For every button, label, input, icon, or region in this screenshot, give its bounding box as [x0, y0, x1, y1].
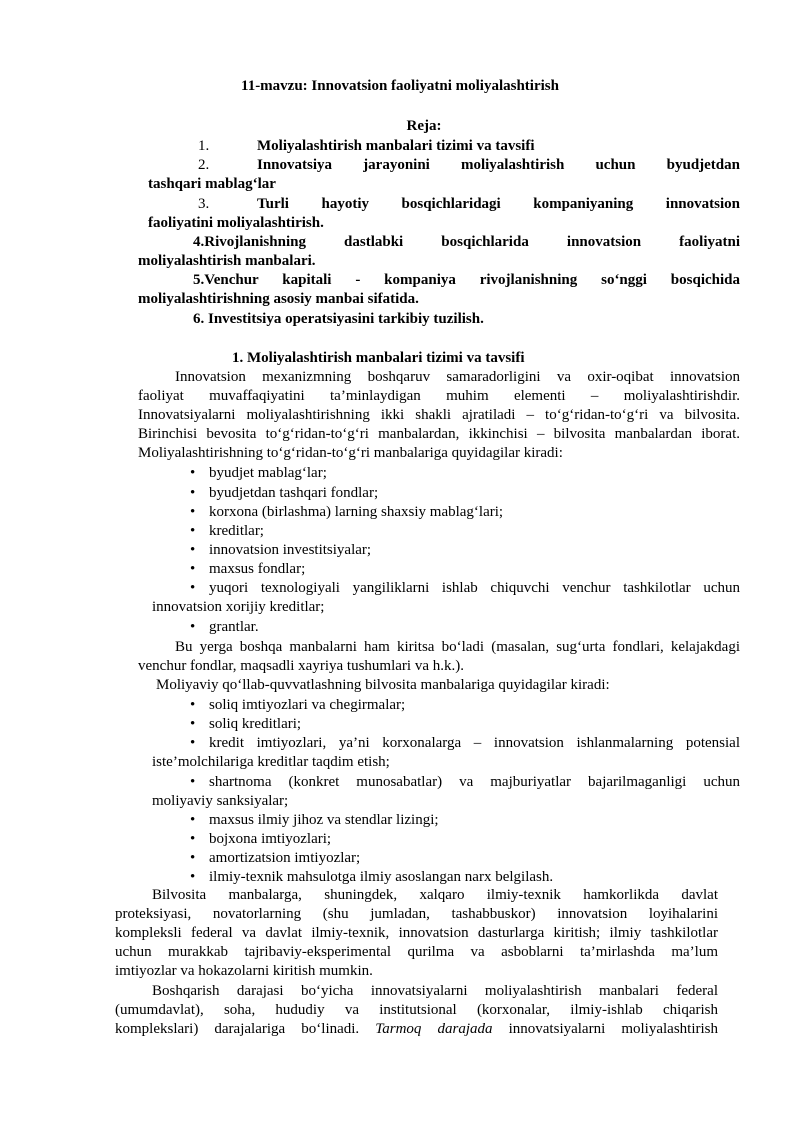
plan-item-text: Innovatsiya jarayonini moliyalashtirish uchun byudjetdan	[257, 157, 740, 173]
bullet-icon: •	[190, 735, 196, 751]
list-item: • yuqori texnologiyali yangiliklarni ishlab chiquvchi venchur tashkilotlar uchun	[190, 579, 740, 598]
list-item: • maxsus fondlar;	[190, 560, 305, 579]
text-line: Innovatsion mexanizmning boshqaruv samaradorligini va oxir-oqibat innovatsion	[175, 369, 740, 385]
bullet-icon: •	[190, 831, 196, 847]
text-line: proteksiyasi, novatorlarning (shu jumladan, tashabbuskor) innovatsion loyihalarini	[115, 906, 718, 922]
list-item: • bojxona imtiyozlari;	[190, 830, 331, 849]
plan-item-text: 6. Investitsiya operatsiyasini tarkibiy tuzilish.	[193, 311, 484, 327]
text-line: venchur fondlar, maqsadli xayriya tushumlari va h.k.).	[138, 658, 464, 674]
list-item: • kreditlar;	[190, 522, 264, 541]
text-line: Bilvosita manbalarga, shuningdek, xalqaro ilmiy-texnik hamkorlikda davlat	[152, 887, 718, 903]
text-line: Birinchisi bevosita to‘g‘ridan-to‘g‘ri manbalardan, ikkinchisi – bilvosita manbalardan iborat.	[138, 426, 740, 442]
plan-item-text: Moliyalashtirish manbalari tizimi va tavsifi	[257, 138, 535, 154]
document-title: 11-mavzu: Innovatsion faoliyatni moliyalashtirish	[241, 78, 559, 94]
plan-item-number: 3.	[198, 196, 210, 212]
bullet-icon: •	[190, 485, 196, 501]
list-item-cont: iste’molchilariga kreditlar taqdim etish;	[152, 754, 390, 770]
text-line: kompleksli federal va davlat ilmiy-texnik, innovatsion dasturlarga kiritish; ilmiy tashkilotlar	[115, 925, 718, 941]
bullet-icon: •	[190, 716, 196, 732]
list-item-cont: innovatsion xorijiy kreditlar;	[152, 599, 325, 615]
bullet-icon: •	[190, 523, 196, 539]
plan-item-text: 5.Venchur kapitali - kompaniya rivojlanishning so‘nggi bosqichida	[193, 272, 740, 288]
plan-item-text: Turli hayotiy bosqichlaridagi kompaniyaning innovatsion	[257, 196, 740, 212]
bullet-icon: •	[190, 697, 196, 713]
list-item: • soliq kreditlari;	[190, 715, 301, 734]
bullet-icon: •	[190, 619, 196, 635]
list-item: • korxona (birlashma) larning shaxsiy mablag‘lari;	[190, 503, 503, 522]
text-line: komplekslari) darajalariga bo‘linadi. Tarmoq darajada innovatsiyalarni moliyalashtirish	[115, 1021, 719, 1037]
list-item: • shartnoma (konkret munosabatlar) va majburiyatlar bajarilmaganligi uchun	[190, 773, 740, 792]
list-item: • byudjetdan tashqari fondlar;	[190, 484, 378, 503]
plan-item-text-cont: faoliyatini moliyalashtirish.	[148, 215, 324, 231]
plan-item-text: 4.Rivojlanishning dastlabki bosqichlarida innovatsion faoliyatni	[193, 234, 740, 250]
bullet-icon: •	[190, 850, 196, 866]
bullet-icon: •	[190, 580, 196, 596]
plan-item-text-cont: moliyalashtirish manbalari.	[138, 253, 316, 269]
text-line: uchun murakkab tajribaviy-eksperimental qurilma va asboblarni ta’mirlashda ma’lum	[115, 944, 718, 960]
text-line: Boshqarish darajasi bo‘yicha innovatsiyalarni moliyalashtirish manbalari federal	[152, 983, 718, 999]
list-item: • soliq imtiyozlari va chegirmalar;	[190, 696, 405, 715]
plan-item-number: 2.	[198, 157, 210, 173]
list-item: • kredit imtiyozlari, ya’ni korxonalarga – innovatsion ishlanmalarning potensial	[190, 734, 740, 753]
list-item: • amortizatsion imtiyozlar;	[190, 849, 360, 868]
text-line: Moliyaviy qo‘llab-quvvatlashning bilvosita manbalariga quyidagilar kiradi:	[156, 677, 610, 693]
text-line: imtiyozlar va hokazolarni kiritish mumkin.	[115, 963, 373, 979]
plan-item-text-cont: tashqari mablag‘lar	[148, 176, 276, 192]
bullet-icon: •	[190, 812, 196, 828]
italic-term: Tarmoq darajada	[375, 1021, 493, 1037]
list-item: • byudjet mablag‘lar;	[190, 464, 327, 483]
text-line: Moliyalashtirishning to‘g‘ridan-to‘g‘ri manbalariga quyidagilar kiradi:	[138, 445, 563, 461]
bullet-icon: •	[190, 542, 196, 558]
list-item: • grantlar.	[190, 618, 259, 637]
section-heading: 1. Moliyalashtirish manbalari tizimi va tavsifi	[232, 350, 525, 366]
bullet-icon: •	[190, 504, 196, 520]
text-line: Innovatsiyalarni moliyalashtirishning ikki shakli ajratiladi – to‘g‘ridan-to‘g‘ri va bilvosita.	[138, 407, 740, 423]
list-item: • ilmiy-texnik mahsulotga ilmiy asoslangan narx belgilash.	[190, 868, 553, 887]
plan-item-text-cont: moliyalashtirishning asosiy manbai sifatida.	[138, 291, 419, 307]
bullet-icon: •	[190, 561, 196, 577]
plan-heading: Reja:	[406, 118, 442, 134]
list-item: • maxsus ilmiy jihoz va stendlar lizingi;	[190, 811, 439, 830]
bullet-icon: •	[190, 465, 196, 481]
plan-item-number: 1.	[198, 138, 210, 154]
bullet-icon: •	[190, 774, 196, 790]
bullet-icon: •	[190, 869, 196, 885]
list-item: • innovatsion investitsiyalar;	[190, 541, 371, 560]
text-line: faoliyat muvaffaqiyatini ta’minlaydigan muhim elementi – moliyalashtirishdir.	[138, 388, 740, 404]
text-line: Bu yerga boshqa manbalarni ham kiritsa bo‘ladi (masalan, sug‘urta fondlari, kelajakdagi	[175, 639, 740, 655]
text-line: (umumdavlat), soha, hududiy va institutsional (korxonalar, ilmiy-ishlab chiqarish	[115, 1002, 718, 1018]
list-item-cont: moliyaviy sanksiyalar;	[152, 793, 289, 809]
